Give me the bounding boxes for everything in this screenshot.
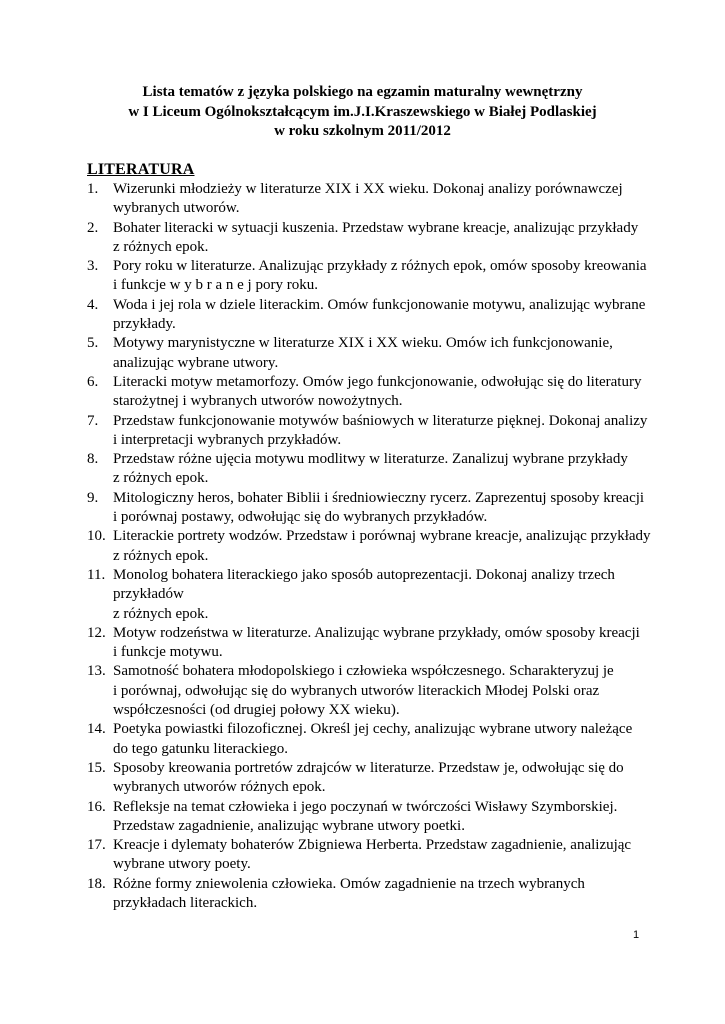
topic-number: 6. bbox=[87, 373, 99, 390]
topic-text-line: Kreacje i dylematy bohaterów Zbigniewa Herberta. Przedstaw zagadnienie, analizując bbox=[113, 837, 632, 854]
topic-text-line: z różnych epok. bbox=[113, 238, 209, 255]
topic-text-line: przykładów bbox=[113, 586, 184, 603]
topic-text-line: Mitologiczny heros, bohater Biblii i średniowieczny rycerz. Zaprezentuj sposoby kreacji bbox=[113, 489, 645, 506]
topic-number: 11. bbox=[87, 566, 106, 583]
title-line-2: w I Liceum Ogólnokształcącym im.J.I.Kraszewskiego w Białej Podlaskiej bbox=[128, 103, 597, 120]
topic-text-line: z różnych epok. bbox=[113, 605, 209, 622]
topic-text-line: Różne formy zniewolenia człowieka. Omów zagadnienie na trzech wybranych bbox=[113, 875, 585, 892]
topic-number: 7. bbox=[87, 412, 99, 429]
topic-number: 2. bbox=[87, 219, 99, 236]
topic-text-line: i interpretacji wybranych przykładów. bbox=[113, 431, 342, 448]
topic-number: 5. bbox=[87, 335, 99, 352]
topic-text-line: Bohater literacki w sytuacji kuszenia. Przedstaw wybrane kreacje, analizując przykłady bbox=[113, 219, 639, 236]
topic-item bbox=[87, 566, 647, 624]
topic-item bbox=[87, 373, 647, 412]
topic-text-line: i porównaj, odwołując się do wybranych utworów literackich Młodej Polski oraz bbox=[113, 682, 600, 699]
topic-text-line: przykładach literackich. bbox=[113, 894, 258, 911]
title-line-3: w roku szkolnym 2011/2012 bbox=[274, 123, 451, 139]
topic-number: 10. bbox=[87, 528, 106, 545]
topic-item bbox=[87, 219, 647, 258]
topic-item bbox=[87, 662, 647, 720]
topic-item bbox=[87, 798, 647, 837]
topic-item bbox=[87, 875, 647, 914]
topic-item bbox=[87, 720, 647, 759]
topic-number: 14. bbox=[87, 721, 106, 738]
topic-number: 17. bbox=[87, 837, 106, 854]
topic-item bbox=[87, 412, 647, 451]
topic-item bbox=[87, 624, 647, 663]
topic-text-line: Woda i jej rola w dziele literackim. Omów funkcjonowanie motywu, analizując wybrane bbox=[113, 296, 646, 313]
topic-number: 13. bbox=[87, 663, 106, 680]
topic-text-line: z różnych epok. bbox=[113, 547, 209, 564]
topic-number: 12. bbox=[87, 624, 106, 641]
topic-text-line: Literacki motyw metamorfozy. Omów jego funkcjonowanie, odwołując się do literatury bbox=[113, 373, 642, 390]
topic-text-line: Sposoby kreowania portretów zdrajców w literaturze. Przedstaw je, odwołując się do bbox=[113, 759, 624, 776]
topic-item bbox=[87, 527, 651, 566]
topic-text-line: Refleksje na temat człowieka i jego poczynań w twórczości Wisławy Szymborskiej. bbox=[113, 798, 618, 815]
topic-item bbox=[87, 759, 647, 798]
topic-text-line: Pory roku w literaturze. Analizując przykłady z różnych epok, omów sposoby kreowania bbox=[113, 258, 647, 275]
topic-text-line: z różnych epok. bbox=[113, 470, 209, 487]
topic-text-line: Wizerunki młodzieży w literaturze XIX i XX wieku. Dokonaj analizy porównawczej bbox=[113, 181, 623, 197]
topic-text-line: i porównaj postawy, odwołując się do wybranych przykładów. bbox=[113, 509, 488, 526]
topic-item bbox=[87, 180, 647, 219]
topic-item bbox=[87, 257, 647, 296]
topic-text-line: Monolog bohatera literackiego jako sposób autoprezentacji. Dokonaj analizy trzech bbox=[113, 566, 615, 583]
topic-text-line: wybranych utworów różnych epok. bbox=[113, 779, 326, 796]
topic-text-line: przykłady. bbox=[113, 316, 176, 333]
topic-text-line: wybranych utworów. bbox=[113, 200, 240, 217]
topic-text-line: Przedstaw funkcjonowanie motywów baśniowych w literaturze pięknej. Dokonaj analizy bbox=[113, 412, 648, 429]
topic-text-line: Samotność bohatera młodopolskiego i człowieka współczesnego. Scharakteryzuj je bbox=[113, 663, 614, 680]
topic-text-line: do tego gatunku literackiego. bbox=[113, 740, 288, 757]
topic-text-line: Motyw rodzeństwa w literaturze. Analizując wybrane przykłady, omów sposoby kreacji bbox=[113, 624, 640, 641]
topic-number: 8. bbox=[87, 451, 99, 468]
topic-number: 15. bbox=[87, 759, 106, 776]
page-number: 1 bbox=[633, 929, 640, 941]
topic-number: 18. bbox=[87, 875, 106, 892]
topic-text-line: Poetyka powiastki filozoficznej. Określ jej cechy, analizując wybrane utwory należące bbox=[113, 721, 633, 738]
topic-text-line: Przedstaw różne ujęcia motywu modlitwy w literaturze. Zanalizuj wybrane przykłady bbox=[113, 451, 628, 468]
topic-text-line: i funkcje w y b r a n e j pory roku. bbox=[113, 277, 318, 294]
topic-number: 9. bbox=[87, 489, 99, 506]
topic-number: 16. bbox=[87, 798, 106, 815]
topic-item bbox=[87, 334, 647, 373]
topic-number: 1. bbox=[87, 181, 99, 197]
topic-number: 4. bbox=[87, 296, 99, 313]
document-title bbox=[0, 83, 725, 142]
topic-item bbox=[87, 296, 647, 335]
section-heading-literatura: LITERATURA bbox=[87, 161, 195, 178]
topic-text-line: wybrane utwory poety. bbox=[113, 856, 251, 873]
topic-item bbox=[87, 489, 647, 528]
topic-text-line: Motywy marynistyczne w literaturze XIX i XX wieku. Omów ich funkcjonowanie, bbox=[113, 335, 613, 352]
topic-number: 3. bbox=[87, 258, 99, 275]
topic-text-line: Przedstaw zagadnienie, analizując wybrane utwory poetki. bbox=[113, 817, 465, 834]
title-line-1: Lista tematów z języka polskiego na egzamin maturalny wewnętrzny bbox=[142, 84, 583, 100]
topic-text-line: i funkcje motywu. bbox=[113, 644, 223, 661]
topic-text-line: starożytnej i wybranych utworów nowożytnych. bbox=[113, 393, 403, 410]
topic-text-line: Literackie portrety wodzów. Przedstaw i porównaj wybrane kreacje, analizując przykłady bbox=[113, 528, 651, 545]
topic-item bbox=[87, 450, 647, 489]
topics-list bbox=[87, 180, 651, 913]
topic-item bbox=[87, 836, 647, 875]
topic-text-line: analizując wybrane utwory. bbox=[113, 354, 279, 371]
topic-text-line: współczesności (od drugiej połowy XX wieku). bbox=[113, 702, 400, 719]
